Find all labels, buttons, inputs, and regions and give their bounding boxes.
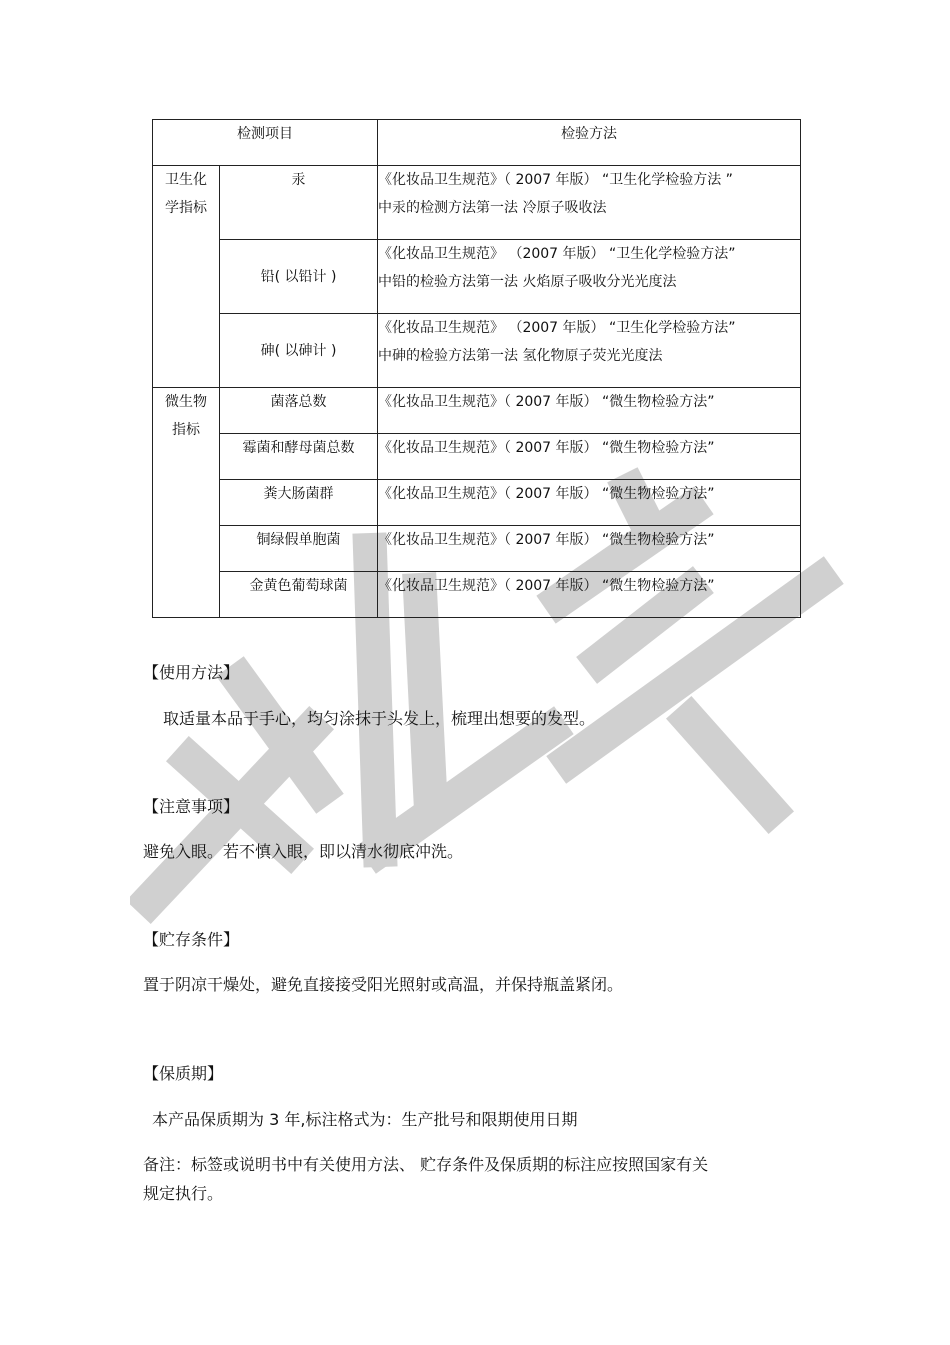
table-row bbox=[153, 166, 801, 240]
table-row bbox=[153, 388, 801, 434]
table-row bbox=[153, 572, 801, 618]
header-item: 检测项目 bbox=[153, 120, 378, 166]
method-staphylococcus: 《化妆品卫生规范》（ 2007 年版） “微生物检验方法” bbox=[378, 572, 801, 618]
table-row bbox=[153, 480, 801, 526]
item-lead: 铅( 以铅计 ) bbox=[220, 240, 378, 314]
item-pseudomonas: 铜绿假单胞菌 bbox=[220, 526, 378, 572]
usage-text: 取适量本品于手心，均匀涂抹于头发上，梳理出想要的发型。 bbox=[163, 709, 596, 728]
inspection-table bbox=[152, 119, 801, 618]
method-mercury: 《化妆品卫生规范》（ 2007 年版） “卫生化学检验方法 ” 中汞的检测方法第一法 冷原子吸收法 bbox=[378, 166, 801, 240]
caution-title: 【注意事项】 bbox=[143, 797, 240, 816]
method-total-bacteria: 《化妆品卫生规范》（ 2007 年版） “微生物检验方法” bbox=[378, 388, 801, 434]
method-fecal-coliform: 《化妆品卫生规范》（ 2007 年版） “微生物检验方法” bbox=[378, 480, 801, 526]
shelf-life-text: 本产品保质期为 3 年,标注格式为：生产批号和限期使用日期 bbox=[152, 1110, 578, 1129]
item-total-bacteria: 菌落总数 bbox=[220, 388, 378, 434]
category-chemical: 卫生化 学指标 bbox=[153, 166, 220, 388]
note-line-2: 规定执行。 bbox=[143, 1184, 224, 1203]
table-row bbox=[153, 526, 801, 572]
item-mercury: 汞 bbox=[220, 166, 378, 240]
method-lead: 《化妆品卫生规范》 （2007 年版） “卫生化学检验方法” 中铅的检验方法第一法 火焰原子吸收分光光度法 bbox=[378, 240, 801, 314]
method-pseudomonas: 《化妆品卫生规范》（ 2007 年版） “微生物检验方法” bbox=[378, 526, 801, 572]
note-line-1: 备注：标签或说明书中有关使用方法、 贮存条件及保质期的标注应按照国家有关 bbox=[143, 1155, 709, 1174]
item-mold-yeast: 霉菌和酵母菌总数 bbox=[220, 434, 378, 480]
method-mold-yeast: 《化妆品卫生规范》（ 2007 年版） “微生物检验方法” bbox=[378, 434, 801, 480]
shelf-life-title: 【保质期】 bbox=[143, 1064, 224, 1083]
item-arsenic: 砷( 以砷计 ) bbox=[220, 314, 378, 388]
header-method: 检验方法 bbox=[378, 120, 801, 166]
item-staphylococcus: 金黄色葡萄球菌 bbox=[220, 572, 378, 618]
method-arsenic: 《化妆品卫生规范》 （2007 年版） “卫生化学检验方法” 中砷的检验方法第一法 氢化物原子荧光光度法 bbox=[378, 314, 801, 388]
caution-text: 避免入眼。若不慎入眼，即以清水彻底冲洗。 bbox=[143, 842, 464, 861]
storage-title: 【贮存条件】 bbox=[143, 930, 240, 949]
storage-text: 置于阴凉干燥处，避免直接接受阳光照射或高温，并保持瓶盖紧闭。 bbox=[143, 975, 624, 994]
table-row bbox=[153, 240, 801, 314]
table-row bbox=[153, 314, 801, 388]
table-row bbox=[153, 434, 801, 480]
category-microbial: 微生物 指标 bbox=[153, 388, 220, 618]
item-fecal-coliform: 粪大肠菌群 bbox=[220, 480, 378, 526]
usage-title: 【使用方法】 bbox=[143, 663, 240, 682]
table-header-row bbox=[153, 120, 801, 166]
